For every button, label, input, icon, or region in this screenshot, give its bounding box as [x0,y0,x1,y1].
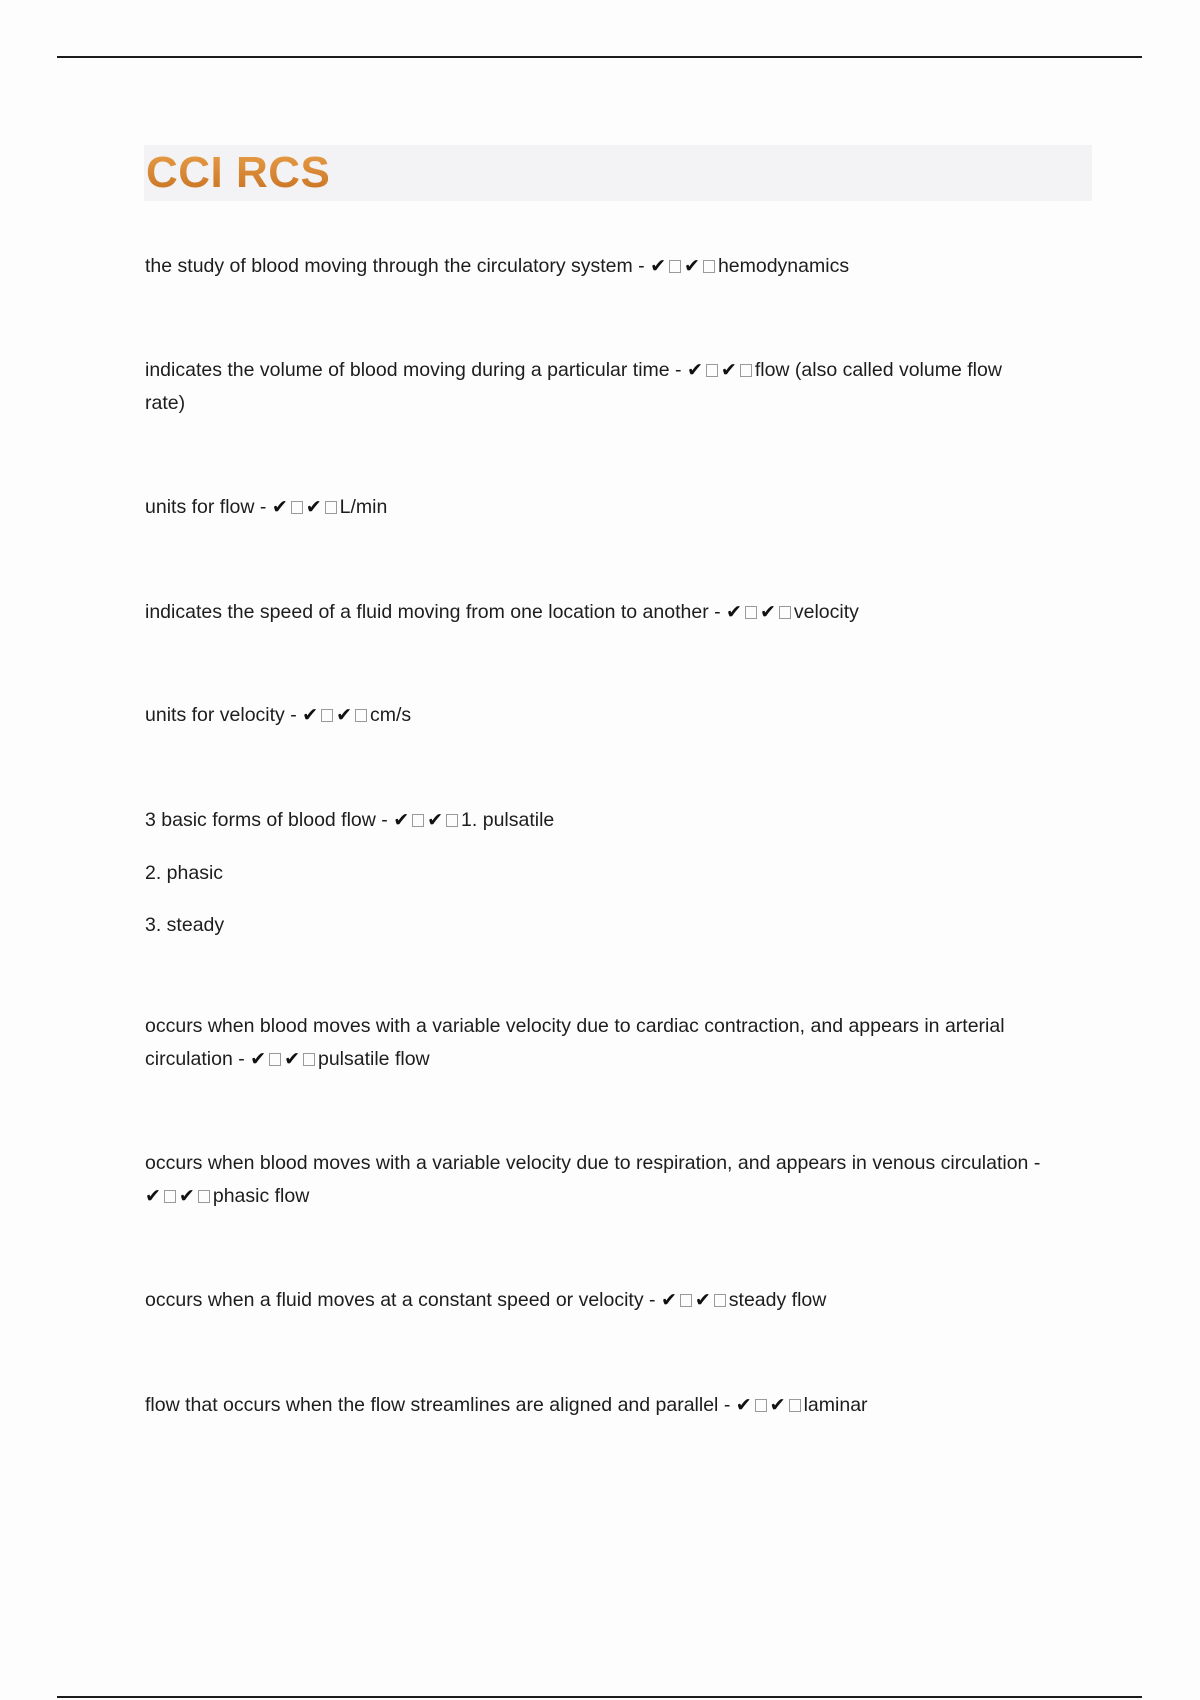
qa-item-pulsatile [145,1010,1095,1076]
question-text: occurs when blood moves with a variable velocity due to respiration, and appears in venous circulation [145,1152,1029,1174]
box-icon [669,260,681,273]
check-icon: ✔ [284,1048,300,1070]
box-icon [321,709,333,722]
answer-text: steady flow [728,1289,827,1311]
answer-text: L/min [339,496,388,518]
question-text: units for flow [145,496,255,518]
check-icon: ✔ [735,1394,752,1416]
qa-item-flow [145,354,1095,420]
separator: - [718,1394,736,1416]
qa-item-velocity [145,596,1095,629]
answer-text: cm/s [370,704,412,726]
check-icon: ✔ [759,601,776,623]
document-title: CCI RCS [146,148,331,197]
separator: - [708,601,727,623]
check-icon: ✔ [302,704,319,726]
check-icon: ✔ [684,255,700,277]
box-icon [714,1294,726,1307]
answer-text: laminar [803,1394,868,1416]
box-icon [412,814,424,827]
answer-text: phasic flow [212,1185,310,1207]
qa-item-phasic [145,1147,1105,1213]
answer-text: 1. pulsatile [461,809,555,831]
box-icon [779,606,791,619]
check-icon: ✔ [271,496,288,518]
box-icon [703,260,715,273]
answer-continuation: rate) [145,392,186,414]
answer-text: hemodynamics [717,255,850,277]
box-icon [745,606,757,619]
box-icon [269,1053,281,1066]
answer-list-item: 2. phasic [145,862,224,884]
bottom-rule [57,1696,1142,1698]
box-icon [355,709,367,722]
question-text: indicates the volume of blood moving during a particular time [145,359,670,381]
check-icon: ✔ [178,1185,195,1207]
check-icon: ✔ [305,496,322,518]
box-icon [198,1190,210,1203]
check-icon: ✔ [393,809,410,831]
check-icon: ✔ [427,809,444,831]
question-text: occurs when blood moves with a variable velocity due to cardiac contraction, and appears in arterial [145,1015,1005,1037]
separator: - [1028,1152,1041,1174]
question-text: units for velocity [145,704,285,726]
answer-text: velocity [793,601,859,623]
box-icon [755,1399,767,1412]
check-icon: ✔ [336,704,352,726]
separator: - [632,255,651,277]
check-icon: ✔ [250,1048,267,1070]
box-icon [325,501,337,514]
check-icon: ✔ [650,255,667,277]
box-icon [164,1190,176,1203]
box-icon [789,1399,801,1412]
answer-text: pulsatile flow [317,1048,430,1070]
qa-item-steady [145,1284,1095,1317]
separator: - [375,809,394,831]
separator: - [254,496,272,518]
answer-text: flow (also called volume flow [754,359,1002,381]
separator: - [284,704,303,726]
question-text: occurs when a fluid moves at a constant speed or velocity [145,1289,644,1311]
qa-item-flow-forms-extra-1 [145,857,1095,890]
question-text: flow that occurs when the flow streamlines are aligned and parallel [145,1394,719,1416]
separator: - [232,1048,251,1070]
qa-item-flow-forms [145,804,1095,837]
title-band [144,145,1092,201]
check-icon: ✔ [145,1185,161,1207]
question-continuation: circulation [145,1048,233,1070]
qa-item-hemodynamics [145,250,1095,283]
qa-item-flow-units [145,491,1095,524]
box-icon [303,1053,315,1066]
check-icon: ✔ [769,1394,786,1416]
question-text: 3 basic forms of blood flow [145,809,376,831]
check-icon: ✔ [694,1289,711,1311]
top-rule [57,56,1142,58]
separator: - [669,359,687,381]
box-icon [740,364,752,377]
question-text: indicates the speed of a fluid moving from one location to another [145,601,709,623]
box-icon [291,501,303,514]
question-text: the study of blood moving through the circulatory system [145,255,633,277]
qa-item-flow-forms-extra-2 [145,909,1095,942]
check-icon: ✔ [726,601,742,623]
check-icon: ✔ [720,359,737,381]
qa-item-velocity-units [145,699,1095,732]
separator: - [643,1289,661,1311]
check-icon: ✔ [660,1289,677,1311]
qa-item-laminar [145,1389,1095,1422]
answer-list-item: 3. steady [145,914,225,936]
box-icon [706,364,718,377]
check-icon: ✔ [686,359,703,381]
box-icon [680,1294,692,1307]
box-icon [446,814,458,827]
